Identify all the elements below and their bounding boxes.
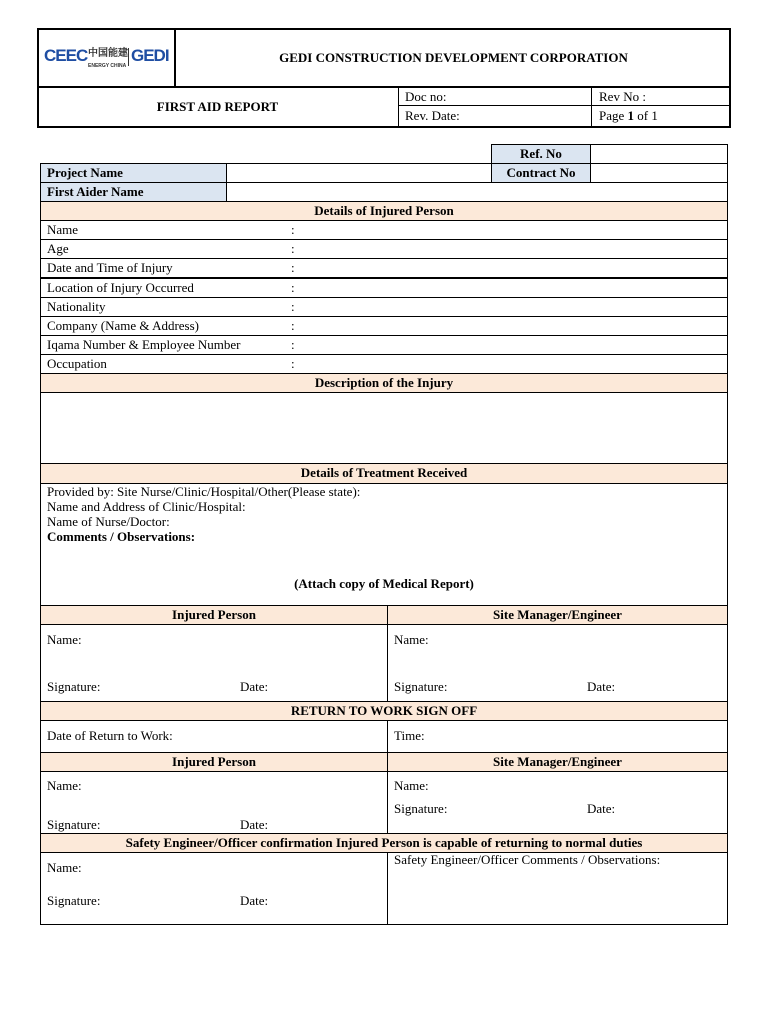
rev-date-label: Rev. Date: — [405, 108, 460, 123]
injured-signature-label-1: Signature: — [47, 679, 101, 694]
company-logo — [44, 46, 172, 70]
cn-logo-text: 中国能建 — [88, 48, 128, 59]
rev-no-label: Rev No : — [599, 89, 646, 104]
injured-field-label: Occupation — [47, 356, 107, 371]
page-number — [599, 108, 658, 124]
description-field[interactable] — [40, 392, 728, 464]
provided-by-text: Provided by: Site Nurse/Clinic/Hospital/Other(Please state): — [47, 484, 361, 499]
injured-name-label-1: Name: — [47, 632, 82, 647]
return-work-heading: RETURN TO WORK SIGN OFF — [40, 701, 728, 721]
injured-person-heading-1: Injured Person — [40, 605, 388, 625]
page-suffix: of 1 — [634, 108, 658, 123]
safety-name-label: Name: — [47, 860, 82, 875]
injured-date-label-2: Date: — [240, 817, 269, 832]
attach-report-note: (Attach copy of Medical Report) — [294, 576, 474, 591]
treatment-heading: Details of Treatment Received — [40, 463, 728, 484]
injured-field-colon: : — [291, 280, 295, 295]
first-aider-label: First Aider Name — [40, 182, 227, 202]
injured-name-label-2: Name: — [47, 778, 82, 793]
meta-row-divider — [398, 105, 731, 106]
injured-field-label: Nationality — [47, 299, 106, 314]
injured-field-row[interactable] — [40, 239, 728, 259]
project-name-field[interactable] — [226, 163, 492, 183]
injured-field-colon: : — [291, 241, 295, 256]
injured-details-heading: Details of Injured Person — [40, 201, 728, 221]
injured-field-label: Age — [47, 241, 69, 256]
nurse-name-text: Name of Nurse/Doctor: — [47, 514, 170, 529]
injured-field-row[interactable] — [40, 258, 728, 278]
page-current: 1 — [627, 108, 635, 123]
injured-field-label: Location of Injury Occurred — [47, 280, 194, 295]
return-time-label: Time: — [394, 728, 425, 743]
injured-field-colon: : — [291, 222, 295, 237]
injured-signature-label-2: Signature: — [47, 817, 101, 832]
return-date-label: Date of Return to Work: — [47, 728, 173, 743]
manager-signature-label-1: Signature: — [394, 679, 448, 694]
return-time-box[interactable] — [387, 720, 728, 753]
injured-field-row[interactable] — [40, 220, 728, 240]
energy-china-text: ENERGY CHINA — [88, 63, 127, 69]
injured-field-label: Company (Name & Address) — [47, 318, 200, 333]
description-heading: Description of the Injury — [40, 373, 728, 393]
comments-label: Comments / Observations: — [47, 529, 196, 544]
safety-signature-label: Signature: — [47, 893, 101, 908]
injured-field-colon: : — [291, 356, 295, 371]
site-manager-heading-1: Site Manager/Engineer — [387, 605, 728, 625]
header-divider — [37, 86, 731, 88]
injured-date-label-1: Date: — [240, 679, 269, 694]
manager-signature-label-2: Signature: — [394, 801, 448, 816]
manager-date-label-2: Date: — [587, 801, 616, 816]
injured-field-label: Date and Time of Injury — [47, 260, 173, 275]
contract-no-field[interactable] — [590, 163, 728, 183]
injured-field-row[interactable] — [40, 335, 728, 355]
manager-name-label-2: Name: — [394, 778, 429, 793]
company-name: GEDI CONSTRUCTION DEVELOPMENT CORPORATION — [279, 50, 628, 65]
ref-no-field[interactable] — [590, 144, 728, 164]
safety-date-label: Date: — [240, 893, 269, 908]
injured-field-row[interactable] — [40, 297, 728, 317]
contract-no-label: Contract No — [491, 163, 591, 183]
ceec-logo-text: CEEC — [44, 46, 88, 65]
ref-no-label: Ref. No — [491, 144, 591, 164]
injured-field-colon: : — [291, 260, 295, 275]
logo-separator — [128, 48, 129, 66]
project-name-label: Project Name — [40, 163, 227, 183]
site-manager-heading-2: Site Manager/Engineer — [387, 752, 728, 772]
injured-field-row[interactable] — [40, 278, 728, 298]
manager-date-label-1: Date: — [587, 679, 616, 694]
title-divider — [398, 87, 399, 127]
report-title: FIRST AID REPORT — [156, 99, 279, 114]
injured-field-colon: : — [291, 318, 295, 333]
injured-field-colon: : — [291, 337, 295, 352]
injured-field-row[interactable] — [40, 354, 728, 374]
safety-signoff-box[interactable] — [40, 852, 388, 925]
safety-comments-label: Safety Engineer/Officer Comments / Observations: — [394, 852, 661, 867]
safety-heading: Safety Engineer/Officer confirmation Injured Person is capable of returning to normal duties — [40, 833, 728, 853]
injured-field-label: Iqama Number & Employee Number — [47, 337, 241, 352]
page-prefix: Page — [599, 108, 628, 123]
injured-field-colon: : — [291, 299, 295, 314]
injured-field-row[interactable] — [40, 316, 728, 336]
first-aider-field[interactable] — [226, 182, 728, 202]
gedi-logo-text: GEDI — [131, 46, 169, 65]
injured-field-label: Name — [47, 222, 79, 237]
manager-name-label-1: Name: — [394, 632, 429, 647]
injured-person-heading-2: Injured Person — [40, 752, 388, 772]
meta-divider — [591, 87, 592, 127]
doc-no-label: Doc no: — [405, 89, 447, 104]
clinic-address-text: Name and Address of Clinic/Hospital: — [47, 499, 246, 514]
